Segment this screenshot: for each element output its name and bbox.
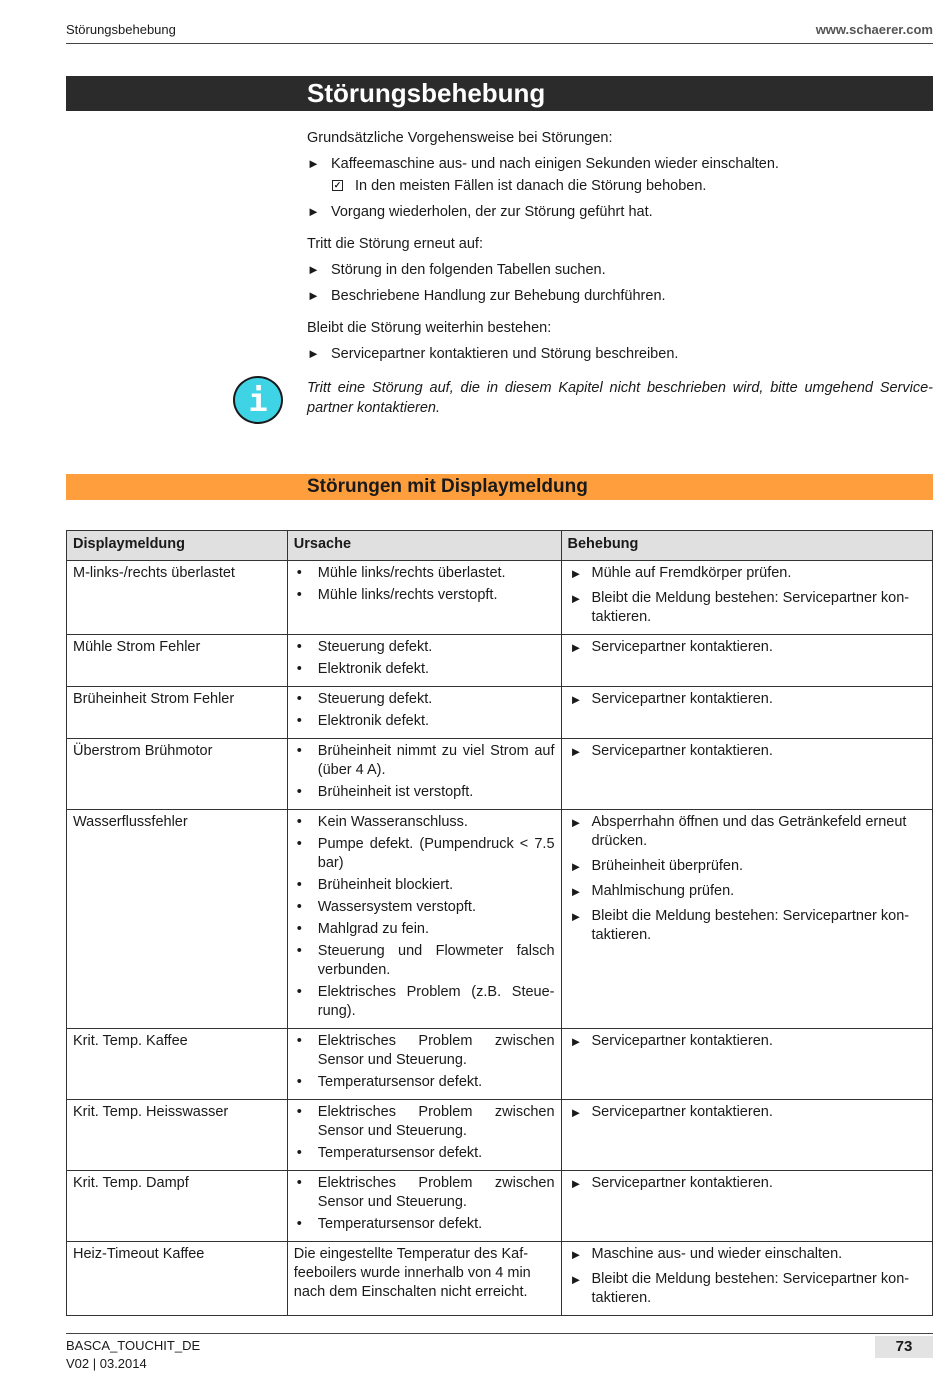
cause-item: • Steuerung defekt. <box>294 690 555 709</box>
remedy-item: ► Maschine aus- und wieder einschalten. <box>569 1246 843 1262</box>
checkbox-icon: ✓ <box>333 180 342 190</box>
cause-item: • Brüheinheit nimmt zu viel Strom auf (über 4 A). <box>294 742 555 780</box>
table-row <box>67 810 933 1029</box>
remedy-item: ► Bleibt die Meldung bestehen: Servicepartner kon-taktieren. <box>569 590 910 625</box>
remedy-item: ► Bleibt die Meldung bestehen: Servicepartner kon-taktieren. <box>569 908 910 943</box>
column-header: Displaymeldung <box>67 531 288 561</box>
arrow-icon: ► <box>569 591 583 606</box>
arrow-icon: ► <box>569 1105 583 1120</box>
arrow-icon: ► <box>569 640 583 655</box>
arrow-icon: ► <box>569 1176 583 1191</box>
error-table <box>66 530 933 1316</box>
section-title: Störungen mit Displaymeldung <box>307 476 588 497</box>
arrow-icon: ► <box>307 204 320 219</box>
intro-lead: Tritt die Störung erneut auf: <box>307 236 483 252</box>
remedy-cell <box>561 810 932 1029</box>
remedy-cell <box>561 1100 932 1171</box>
footer-document-id: BASCA_TOUCHIT_DE <box>66 1338 201 1353</box>
cause-item: • Elektronik defekt. <box>294 712 555 731</box>
section-title-bar <box>66 474 933 500</box>
table-row <box>67 1242 933 1316</box>
arrow-icon: ► <box>569 1272 583 1287</box>
arrow-icon: ► <box>569 859 583 874</box>
remedy-cell <box>561 1171 932 1242</box>
cause-item: • Elektrisches Problem zwischen Sensor und Steuerung. <box>294 1032 555 1070</box>
remedy-cell <box>561 561 932 635</box>
cause-item: • Mahlgrad zu fein. <box>294 920 555 939</box>
cause-item: • Elektronik defekt. <box>294 660 555 679</box>
remedy-cell <box>561 739 932 810</box>
remedy-item: ► Servicepartner kontaktieren. <box>569 1175 773 1191</box>
cause-item: • Brüheinheit blockiert. <box>294 876 555 895</box>
remedy-item: ► Servicepartner kontaktieren. <box>569 639 773 655</box>
remedy-cell <box>561 687 932 739</box>
page-number: 73 <box>875 1336 933 1358</box>
cause-item: • Steuerung und Flowmeter falsch verbunden. <box>294 942 555 980</box>
cause-text: Die eingestellte Temperatur des Kaf-feeboilers wurde innerhalb von 4 min nach dem Einschalten nicht erreicht. <box>293 1246 531 1300</box>
table-header-row <box>67 531 933 561</box>
cause-cell <box>287 635 561 687</box>
remedy-item: ► Mühle auf Fremdkörper prüfen. <box>569 565 792 581</box>
remedy-item: ► Absperrhahn öffnen und das Getränkefeld erneut drücken. <box>569 814 907 849</box>
instruction-result: ✓ In den meisten Fällen ist danach die Störung behoben. <box>333 178 707 194</box>
table-row <box>67 687 933 739</box>
arrow-icon: ► <box>569 909 583 924</box>
arrow-icon: ► <box>307 156 320 171</box>
cause-cell <box>287 561 561 635</box>
display-message-cell: Krit. Temp. Dampf <box>67 1171 288 1242</box>
cause-cell <box>287 687 561 739</box>
remedy-item: ► Servicepartner kontaktieren. <box>569 743 773 759</box>
intro-lead: Grundsätzliche Vorgehensweise bei Störungen: <box>307 130 613 146</box>
cause-item: • Temperatursensor defekt. <box>294 1215 555 1234</box>
cause-item: • Kein Wasseranschluss. <box>294 813 555 832</box>
info-note: Tritt eine Störung auf, die in diesem Kapitel nicht beschrieben wird, bitte umgehend Service-partner kontaktieren. <box>307 380 933 416</box>
display-message-cell: M-links-/rechts überlastet <box>67 561 288 635</box>
footer-version: V02 | 03.2014 <box>66 1356 147 1371</box>
arrow-icon: ► <box>307 262 320 277</box>
table-row <box>67 1100 933 1171</box>
cause-item: • Elektrisches Problem zwischen Sensor und Steuerung. <box>294 1103 555 1141</box>
cause-item: • Mühle links/rechts überlastet. <box>294 564 555 583</box>
cause-cell <box>287 1100 561 1171</box>
cause-item: • Wassersystem verstopft. <box>294 898 555 917</box>
table-row <box>67 635 933 687</box>
cause-cell <box>287 810 561 1029</box>
info-icon: i <box>233 376 283 424</box>
cause-item: • Elektrisches Problem zwischen Sensor und Steuerung. <box>294 1174 555 1212</box>
arrow-icon: ► <box>307 346 320 361</box>
cause-item: • Mühle links/rechts verstopft. <box>294 586 555 605</box>
table-row <box>67 1171 933 1242</box>
display-message-cell: Krit. Temp. Kaffee <box>67 1029 288 1100</box>
page-header <box>66 20 933 44</box>
column-header: Behebung <box>561 531 932 561</box>
remedy-cell <box>561 1029 932 1100</box>
arrow-icon: ► <box>569 692 583 707</box>
cause-cell <box>287 1171 561 1242</box>
arrow-icon: ► <box>569 566 583 581</box>
remedy-item: ► Mahlmischung prüfen. <box>569 883 735 899</box>
cause-cell <box>287 739 561 810</box>
arrow-icon: ► <box>569 1247 583 1262</box>
remedy-item: ► Servicepartner kontaktieren. <box>569 1033 773 1049</box>
column-header: Ursache <box>287 531 561 561</box>
display-message-cell: Wasserflussfehler <box>67 810 288 1029</box>
page-footer <box>66 1333 933 1371</box>
instruction-step: ► Servicepartner kontaktieren und Störung beschreiben. <box>307 346 679 362</box>
chapter-title-bar <box>66 76 933 111</box>
instruction-step: ► Vorgang wiederholen, der zur Störung geführt hat. <box>307 204 653 220</box>
chapter-title: Störungsbehebung <box>307 78 546 108</box>
display-message-cell: Überstrom Brühmotor <box>67 739 288 810</box>
remedy-item: ► Servicepartner kontaktieren. <box>569 1104 773 1120</box>
header-website: www.schaerer.com <box>815 22 933 37</box>
display-message-cell: Brüheinheit Strom Fehler <box>67 687 288 739</box>
arrow-icon: ► <box>307 288 320 303</box>
cause-item: • Elektrisches Problem (z.B. Steue-rung). <box>294 983 555 1021</box>
arrow-icon: ► <box>569 884 583 899</box>
arrow-icon: ► <box>569 744 583 759</box>
arrow-icon: ► <box>569 1034 583 1049</box>
cause-cell <box>287 1242 561 1316</box>
remedy-item: ► Servicepartner kontaktieren. <box>569 691 773 707</box>
intro-lead: Bleibt die Störung weiterhin bestehen: <box>307 320 552 336</box>
cause-item: • Steuerung defekt. <box>294 638 555 657</box>
cause-item: • Temperatursensor defekt. <box>294 1073 555 1092</box>
table-row <box>67 1029 933 1100</box>
instruction-step: ► Beschriebene Handlung zur Behebung durchführen. <box>307 288 666 304</box>
cause-item: • Brüheinheit ist verstopft. <box>294 783 555 802</box>
arrow-icon: ► <box>569 815 583 830</box>
remedy-item: ► Bleibt die Meldung bestehen: Servicepartner kon-taktieren. <box>569 1271 910 1306</box>
instruction-step: ► Kaffeemaschine aus- und nach einigen Sekunden wieder einschalten. <box>307 156 779 172</box>
remedy-cell <box>561 635 932 687</box>
display-message-cell: Krit. Temp. Heisswasser <box>67 1100 288 1171</box>
cause-item: • Pumpe defekt. (Pumpendruck < 7.5 bar) <box>294 835 555 873</box>
display-message-cell: Mühle Strom Fehler <box>67 635 288 687</box>
intro-instructions <box>307 128 933 418</box>
table-row <box>67 739 933 810</box>
header-chapter: Störungsbehebung <box>66 22 176 37</box>
remedy-item: ► Brüheinheit überprüfen. <box>569 858 744 874</box>
instruction-step: ► Störung in den folgenden Tabellen suchen. <box>307 262 606 278</box>
remedy-cell <box>561 1242 932 1316</box>
table-row <box>67 561 933 635</box>
cause-cell <box>287 1029 561 1100</box>
cause-item: • Temperatursensor defekt. <box>294 1144 555 1163</box>
display-message-cell: Heiz-Timeout Kaffee <box>67 1242 288 1316</box>
